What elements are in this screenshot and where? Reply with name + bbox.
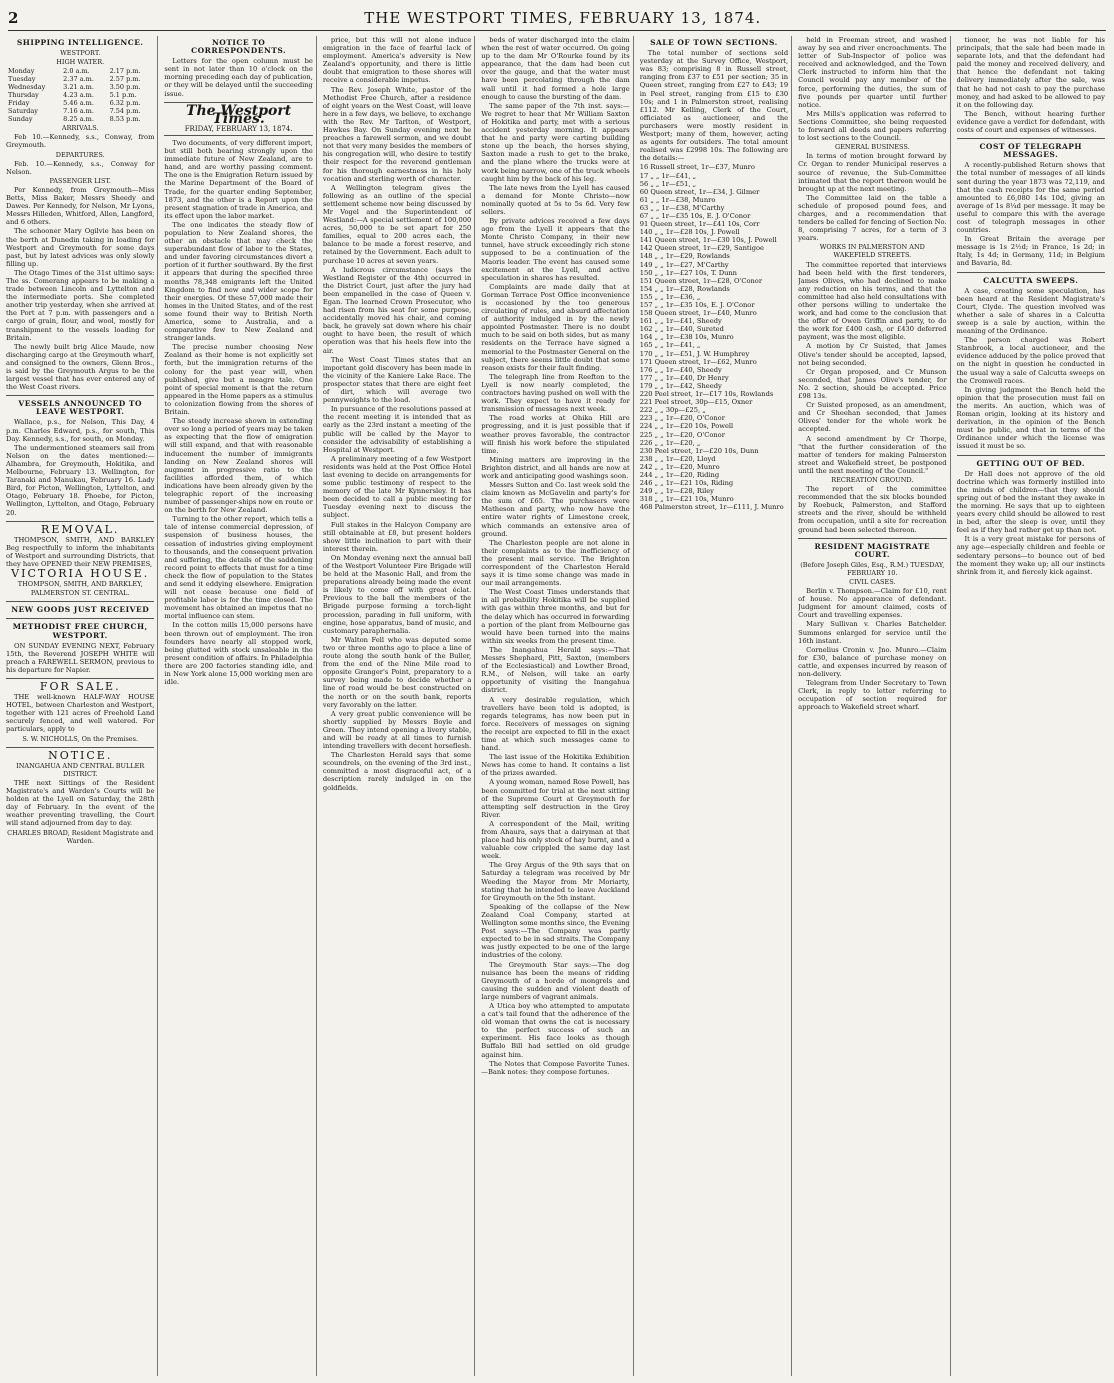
sale-item: 140 „ „ 1r—£28 10s, J. Powell [639, 228, 740, 237]
tide-cell: 2.37 a.m. [63, 75, 94, 84]
tide-row [6, 75, 154, 83]
sale-item: 220 Peel street, 1r—£17 10s, Rowlands [639, 390, 774, 399]
sale-item: 238 „ „ 1r—£20, Lloyd [639, 454, 716, 463]
divider [957, 455, 1105, 456]
column-6 [798, 36, 950, 1376]
shipping-para-2: The Otago Times of the 31st ultimo says: The ss. Comerang appears to be making a trade between Lincoln and Lyttelton and the intermediate ports. She completed another trip yesterday, when she arrived at the Port at 7 p.m. with passengers and a cargo of grain, flour, and wool, mostly for transhipment to the vessels loading for Britain. [6, 268, 155, 342]
arrivals-head: ARRIVALS. [61, 124, 99, 133]
sale-item: 56 „ „ 1r—£51, „ [639, 179, 697, 188]
sale-item: 170 „ „ 1r—£51, J. W. Humphrey [639, 349, 750, 358]
editorial-dateline: FRIDAY, FEBRUARY 13, 1874. [164, 125, 312, 136]
telegraph-title: COST OF TELEGRAPH MESSAGES. [979, 142, 1083, 160]
tide-cell: 2.17 p.m. [109, 67, 141, 76]
tide-cell: 5.46 a.m. [63, 99, 94, 108]
sale-item: 67 „ „ 1r—£35 10s, E. J. O'Conor [639, 211, 751, 220]
court-p10: Berlin v. Thompson.—Claim for £10, rent of house. No appearance of defendant. Judgment for amount claimed, costs of Court and travelling expenses. [798, 587, 947, 620]
sale-item: 249 „ „ 1r—£28, Riley [639, 487, 714, 496]
col4-p21: The Notes that Compose Favorite Tunes.—Bank notes: they compose fortunes. [481, 1059, 630, 1076]
forsale-sign: S. W. NICHOLLS, On the Premises. [22, 734, 139, 743]
sale-item: 171 Queen street, 1r—£62, Munro [639, 357, 757, 366]
church-title: METHODIST FREE CHURCH, WESTPORT. [12, 622, 148, 640]
tide-row [6, 91, 154, 99]
divider [6, 747, 154, 748]
editorial-p2: The one indicates the steady flow of population to New Zealand shores, the other an obstacle that may check the superabundant flow of labor to the States, and under favoring circumstances divert a portion of it further southward. By the first it appears that during the specified three months 78,348 emigrants left the United Kingdom to find new and wider scope for their energies. Of these 57,000 made their homes in the United States, and of the rest some found their way to British North America, some to Australia, and a comparative few to New Zealand and stranger lands. [164, 220, 313, 343]
court-p11: Mary Sullivan v. Charles Batchelder. Summons enlarged for service until the 16th instant. [798, 620, 947, 645]
sale-item: 150 „ „ 1r—£27 10s, T. Dunn [639, 268, 737, 277]
sale-intro: The total number of sections sold yesterday at the Survey Office, Westport, was 83; comprising 8 in Russell street, ranging from £37 to £51 per section; 35 in Queen street, ranging from £27 to £43; 19 in Peel street, ranging from £15 to £30 10s; and 1 in Palmerston street, realising £112. Mr Kelling, Clerk of the Court, officiated as auctioneer, and the purchasers were mostly resident in Westport; many of them, however, acting as agents for outsiders. The total amount realised was £2998 10s. The following are the details:— [639, 49, 789, 163]
col3-p9: On Monday evening next the annual ball of the Westport Volunteer Fire Brigade will be held at the Masonic Hall, and from the preparations already being made the event is likely to come off with great éclat. Previous to the ball the members of the Brigade purpose forming a torch-light procession, parading in full uniform, with engine, hose apparatus, band of music, and customary paraphernalia. [322, 553, 472, 635]
firm-name: THOMPSON, SMITH, AND BARKLEY, [17, 580, 143, 589]
column-5 [640, 36, 792, 1376]
column-2 [164, 36, 316, 1376]
tide-row [6, 83, 154, 91]
sale-item: 468 Palmerston street, 1r—£111, J. Munro [639, 503, 784, 512]
page-header [8, 6, 1106, 31]
sale-item: 91 Queen street, 1r—£41 10s, Corr [639, 220, 760, 229]
col4-p1: beds of water discharged into the claim when the rest of water occurred. On going up to the dam Mr O'Rourke found by its appearance, that the dam had been cut over the gauge, and that the water must have been percolating through the dam wall until it had formed a hole large enough to cause the bursting of the dam. [481, 36, 630, 101]
tide-row [6, 99, 154, 107]
editorial-p3: The precise number choosing New Zealand as their home is not explicitly set forth, but the immigration returns of the colony for the past year will, when published, give but a meagre tale. One point of special moment is that the return appeared in the Home papers as a stimulus to colonization flowing from the shores of Britain. [164, 343, 313, 417]
column-3 [323, 36, 475, 1376]
sale-item: 225 „ „ 1r—£20, O'Conor [639, 430, 725, 439]
sale-item: 221 Peel street, 30p—£15, Oxner [639, 398, 753, 407]
col3-p5: The West Coast Times states that an important gold discovery has been made in the vicinity of the Kaniere Lake Race. The prospector states that there are eight feet of dirt, which will average two pennyweights to the load. [322, 355, 472, 405]
council-p1: Mrs Mills's application was referred to Sections Committee, she being requested to forward all deeds and papers referring to lost sections to the Council. [798, 109, 947, 143]
editorial-p4: The steady increase shown in extending over so long a period of years may be taken as expecting that the flow of emigration will still expand, and that with reasonable inducement the number of immigrants landing on New Zealand shores will augment in progressive ratio to the facilities afforded them, of which indications have been already given by the telegraphic report of the increasing number of passenger-ships now en route or on the berth for New Zealand. [164, 417, 313, 515]
tide-cell: 8.53 p.m. [109, 115, 141, 124]
firm-address: PALMERSTON ST. CENTRAL. [30, 589, 130, 598]
correspondents-title: NOTICE TO CORRESPONDENTS. [191, 38, 287, 56]
sale-item: 223 „ „ 1r—£20, O'Conor [639, 414, 725, 423]
sale-item: 142 Queen street, 1r—£29, Santigoe [639, 244, 765, 253]
divider [6, 395, 154, 396]
col4-p17: The Grey Argus of the 9th says that on Saturday a telegram was received by Mr Weeding the Mayor from Mr Moriarty, stating that he intended to leave Auckland for Greymouth on the 5th instant. [481, 861, 630, 902]
divider [957, 138, 1105, 139]
forsale-text: THE well-known HALF-WAY HOUSE HOTEL, between Charleston and Westport, together with 121 acres of Freehold Land securely fenced, and well watered. For particulars, apply to [6, 693, 155, 734]
sale-item: 224 „ „ 1r—£20 10s, Powell [639, 422, 734, 431]
tide-cell: 4.23 a.m. [63, 91, 94, 100]
sale-item: 16 Russell street, 1r—£37, Munro [639, 163, 755, 172]
col3-p6: In pursuance of the resolutions passed at the recent meeting it is intended that as early as the 23rd instant a meeting of the public will be called by the Mayor to consider the advisability of establishing a Hospital at Westport. [322, 405, 472, 454]
col3-p11: A very great public convenience will be shortly supplied by Messrs Boyle and Green. They intend opening a livery stable, and will be ready at all times to furnish intending travellers with decent horseflesh. [322, 709, 472, 751]
new-goods: NEW GOODS JUST RECEIVED [11, 605, 150, 615]
col4-p12: The Inangahua Herald says:—That Messrs Shephard, Pitt, Saxton, (members of the Ecclesiastical) and Lowther Broad, R.M., of Nelson, will take an early opportunity of visiting the Inangahua district. [481, 645, 630, 695]
arrivals-text: Feb 10.—Kennedy, s.s., Conway, from Greymouth. [6, 133, 155, 150]
col7-p2: The Bench, without hearing further evidence gave a verdict for defendant, with costs of court and expenses of witnesses. [956, 109, 1105, 135]
col7-p4: In Great Britain the average per message is 1s 2½d; in France, 1s 2d; in Italy, 1s 4d; in Germany, 11d; in Belgium and Bavaria, 8d. [956, 235, 1105, 268]
col7-p3: A recently-published Return shows that the total number of messages of all kinds sent during the year 1873 was 72,119, and that the cash receipts for the same period amounted to £6,080 14s 10d, giving an average of 1s 8¼d per message. It may be useful to compare this with the average cost of telegraph messages in other countries. [956, 161, 1105, 235]
sales-list [640, 163, 788, 511]
divider [798, 538, 946, 539]
divider [6, 618, 154, 619]
tide-cell: Thursday [8, 91, 39, 100]
col4-p19: The Greymouth Star says:—The dog nuisance has been the means of ridding Greymouth of a horde of mongrels and causing the sudden and violent death of large numbers of vagrant animals. [481, 960, 630, 1001]
notice-text: THE next Sittings of the Resident Magistrate's and Warden's Courts will be holden at the Lyell on Saturday, the 28th day of February. In the event of the weather preventing travelling, the Court will stand adjourned from day to day. [6, 778, 155, 828]
col7-p5: A case, creating some speculation, has been heard at the Resident Magistrate's Court, Clyde. The question involved was whether a sale of shares in a Calcutta sweep is a sale by auction, within the meaning of the Ordinance. [956, 286, 1105, 336]
col3-p3: A Wellington telegram gives the following as an outline of the special settlement scheme now being discussed by Mr Vogel and the Superintendent of Westland:—A special settlement of 100,000 acres, 50,000 to be set apart for 250 families, equal to 200 acres each, the balance to be made a forest reserve, and retained by the Government. Each adult to purchase 10 acres at seven years. [322, 183, 472, 265]
col4-p9: Messrs Sutton and Co. last week sold the claim known as McGavelin and party's for the sum of £65. The purchasers were Matheson and party, who now have the entire water rights of Limestone creek, which commands an extensive area of ground. [481, 481, 630, 538]
col3-p8: Full stakes in the Halcyon Company are still obtainable at £8, but present holders show little inclination to part with their interest therein. [322, 520, 472, 553]
works-head: WORKS IN PALMERSTON AND WAKEFIELD STREETS. [819, 243, 925, 260]
tide-cell: 7.54 p.m. [109, 107, 141, 116]
sale-item: 162 „ „ 1r—£40, Sureted [639, 325, 724, 334]
page-number: 2 [8, 9, 20, 27]
church-text: ON SUNDAY EVENING NEXT, February 15th, the Reverend JOSEPH WHITE will preach a FAREWELL SERMON, previous to his departure for Napier. [6, 641, 155, 674]
col3-p10: Mr Walton Fell who was deputed some two or three months ago to place a line of route along the south bank of the Buller, from the end of the Nine Mile road to opposite Granger's Point, preparatory to a survey being made to decide whether a line of road would be best constructed on the north or on the south bank, reports very favorably on the latter. [322, 635, 472, 709]
tide-cell: 6.32 p.m. [109, 99, 141, 108]
shipping-para-3: The newly built brig Alice Maude, now discharging cargo at the Greymouth wharf, and consigned to the owners, Glenn Bros., is said by the Greymouth Argus to be the largest vessel that has ever entered any of the West Coast rivers. [6, 342, 155, 392]
vessels-text: Wallace, p.s., for Nelson, This Day, 4 p.m. Charles Edward, p.s., for south, This Day. Kennedy, s.s., for south, on Monday. [6, 418, 155, 443]
col4-p13: A very desirable regulation, which travellers have been told is adopted, is regards telegrams, has now been put in force. Receivers of messages on signing the receipt are expected to fill in the exact time at which such messages came to hand. [481, 695, 630, 753]
sale-item: 158 Queen street, 1r—£40, Munro [639, 309, 757, 318]
col4-p3: The late news from the Lyell has caused a demand for Monte Christo—now nominally quoted at 5s to 5s 6d. Very few sellers. [481, 183, 630, 216]
tide-cell: 7.16 a.m. [63, 107, 94, 116]
editorial-p6: In the cotton mills 15,000 persons have been thrown out of employment. The iron founders have nearly all stopped work, being glutted with stock unsaleable in the present condition of affairs. In Philadelphia there are 200 factories standing idle, and in New York alone 15,000 working men are idle. [164, 621, 313, 687]
correspondents-text: Letters for the open column must be sent in not later than 10 o'clock on the morning preceding each day of publication, or they will be delayed until the succeeding issue. [164, 57, 313, 98]
council-p8: A second amendment by Cr Thorpe, "that the further consideration of the matter of tenders for making Palmerston street and Wakefield street, be postponed until the next meeting of the Council." [798, 434, 947, 475]
tide-row [6, 107, 154, 115]
tide-cell: Monday [8, 67, 35, 76]
col4-p5: Complaints are made daily that at Gorman Terrace Post Office inconvenience is occasioned by the too generous circulating of rules, and absurd affectation of authority indulged in by the newly appointed Postmaster. There is no doubt much to be said on both sides, but as many residents on the Terrace have signed a memorial to the Postmaster General on the subject, there seems little doubt that some reason exists for their fault finding. [481, 282, 630, 372]
departures-text: Feb. 10.—Kennedy, s.s., Conway for Nelson. [6, 159, 155, 176]
sale-item: 164 „ „ 1r—£38 10s, Munro [639, 333, 734, 342]
tide-cell: 8.25 a.m. [63, 115, 94, 124]
tide-cell: 5.1 p.m. [109, 91, 137, 100]
col7-p1: tioneer, he was not liable for his principals, that the sale had been made in separate lots, and that the defendant had paid the money and received delivery, and that hence the defendant not taking delivery immediately after the sale, was that he had not cash to pay the purchase money, and had asked to be allowed to pay it on the following day. [956, 36, 1105, 109]
council-p5: A motion by Cr Suisted, that James Olive's tender should be accepted, lapsed, not being seconded. [798, 342, 947, 367]
sale-title: SALE OF TOWN SECTIONS. [650, 38, 778, 47]
council-p7: Cr Suisted proposed, as an amendment, and Cr Sheehan seconded, that James Olives' tender for the whole work be accepted. [798, 401, 947, 434]
tide-row [6, 67, 154, 75]
tide-cell: 2.57 p.m. [109, 75, 141, 84]
sale-item: 151 Queen street, 1r—£28, O'Conor [639, 276, 763, 285]
tide-cell: 3.50 p.m. [109, 83, 141, 92]
sale-item: 179 „ „ 1r—£42, Sheedy [639, 381, 722, 390]
column-4 [481, 36, 633, 1376]
col7-p7: In giving judgment the Bench held the opinion that the prosecution must fail on the merits. An auction, which was of Roman origin, looking at its history and derivation, in the opinion of the Bench must be public, and that in terms of the Ordinance under which the license was issued it must be so. [956, 385, 1105, 451]
steamers-text: The undermentioned steamers sail from Nelson on the dates mentioned:— Alhambra, for Greymouth, Hokitika, and Melbourne, February 13. Wellington, for Taranaki and Manukau, February 16. Lady Bird, for Picton, Wellington, Lyttelton, and Otago, February 18. Phoebe, for Picton, Wellington, Lyttelton, and Otago, February 20. [6, 443, 155, 517]
col3-p12: The Charleston Herald says that some scoundrels, on the evening of the 3rd inst., committed a most disgraceful act, of a description rarely indulged in on the goldfields. [322, 751, 472, 792]
col3-p4: A ludicrous circumstance (says the Westland Register of the 4th) occurred in the District Court, just after the jury had been empanelled in the case of Queen v. Egan. The learned Crown Prosecutor, who had risen from his seat for some purpose, accidentally moved his chair, and coming back, he gravely sat down where his chair ought to have been, the result of which operation was that his heels flew into the air. [322, 265, 472, 355]
col4-p8: Mining matters are improving in the Brighton district, and all hands are now at work and anticipating good washings soon. [481, 455, 630, 480]
notice-sub: INANGAHUA AND CENTRAL BULLER DISTRICT. [16, 761, 145, 778]
recreation-head: RECREATION GROUND. [831, 475, 914, 484]
col7-p8: Dr Hall does not approve of the old doctrine which was formerly instilled into the minds of children—that they should spring out of bed the instant they awake in the morning. He says that up to eighteen years every child should be allowed to rest in bed, after the sleep is over, until they feel as if they had rather get up than not. [956, 469, 1105, 535]
col4-p7: The road works at Ohika Hill are progressing, and it is just possible that if weather proves favorable, the contractor will finish his work before the stipulated time. [481, 414, 630, 455]
editorial-p1: Two documents, of very different import, but still both bearing strongly upon the immediate future of New Zealand, are to hand, and are worthy passing comment. The one is the Emigration Return issued by the Marine Department of the Board of Trade, for the quarter ending September, 1873, and the other is a Report upon the present stagnation of trade in America, and its effect upon the labor market. [164, 138, 313, 220]
divider [6, 521, 154, 522]
passenger-text: Per Kennedy, from Greymouth—Miss Betts, Miss Baker, Messrs Sheedy and Dawes. Per Kennedy, for Nelson, Mr Lyons, Messrs Hilleden, Whitford, Allen, Langford, and 6 others. [6, 185, 155, 227]
notice-sign: CHARLES BROAD, Resident Magistrate and Warden. [7, 828, 154, 845]
col3-p7: A preliminary meeting of a few Westport residents was held at the Post Office Hotel last evening to decide on arrangements for some public testimony of respect to the memory of the late Mr Kynnersley. It has been decided to call a public meeting for Tuesday evening next to discuss the subject. [322, 454, 472, 520]
council-p4: The committee reported that interviews had been held with the first tenderers, James Olives, who had declined to make any reduction on his terms, and that the committee had also held consultations with other persons willing to undertake the work, and had come to the conclusion that the offer of Owen Griffin and party, to do the work for £400 cash, or £430 deferred payment, was the most eligible. [798, 260, 947, 342]
departures-head: DEPARTURES. [55, 150, 105, 159]
col3-p2: The Rev. Joseph White, pastor of the Methodist Free Church, after a residence of eight years on the West Coast, will leave here in a few days, we believe, to exchange with the Rev. Mr Tarlton, of Westport, Hawkes Bay. On Sunday evening next he preaches a farewell sermon, and we doubt not that very many besides the members of his congregation will, who desire to testify their respect for the reverend gentleman for his thorough earnestness in his holy vocation and sterling worth of character. [322, 85, 472, 183]
sale-item: 318 „ „ 1r—£21 10s, Munro [639, 495, 734, 504]
vessels-title: VESSELS ANNOUNCED TO LEAVE WESTPORT. [18, 399, 143, 417]
tide-cell: Friday [8, 99, 30, 108]
sale-item: 17 „ „ 1r—£41, „ [639, 171, 697, 180]
rm-court-sub: (Before Joseph Giles, Esq., R.M.) TUESDAY, FEBRUARY 10. [800, 560, 945, 577]
column-7 [957, 36, 1108, 1376]
court-p12: Cornelius Cronin v. Jno. Munro.—Claim for £30, balance of purchase money on cattle, and expenses incurred by reason of non-delivery. [798, 645, 947, 679]
sale-item: 157 „ „ 1r—£35 10s, E. J. O'Conor [639, 301, 755, 309]
sale-item: 176 „ „ 1r—£40, Sheedy [639, 365, 722, 374]
sale-item: 61 „ „ 1r—£38, Munro [639, 195, 716, 204]
divider [6, 678, 154, 679]
passenger-head: PASSENGER LIST. [49, 176, 111, 185]
sale-item: 177 „ „ 1r—£40, Dr Henry [639, 373, 729, 382]
calcutta-title: CALCUTTA SWEEPS. [983, 275, 1079, 285]
removal-text: THOMPSON, SMITH, AND BARKLEY Beg respectfully to inform the inhabitants of Westport and surrounding Districts, that they have OPENED their NEW PREMISES, [6, 535, 155, 568]
sale-item: 226 „ „ 1r—£20, „ [639, 438, 701, 447]
col7-p6: The person charged was Robert Stanbrook, a local auctioneer, and the evidence adduced by the police proved that on the night in question he conducted in the usual way a sale of Calcutta sweeps on the Cromwell races. [956, 336, 1105, 385]
tide-row [6, 115, 154, 123]
shipping-sub: WESTPORT. [60, 49, 101, 58]
tide-cell: 2.0 a.m. [63, 67, 90, 76]
col4-p16: A correspondent of the Mail, writing from Ahaura, says that a dairyman at that place had his only stock of hay burnt, and a valuable cow crippled the same day last week. [481, 819, 630, 861]
tide-cell: Tuesday [8, 75, 36, 84]
divider [6, 601, 154, 602]
sale-item: 154 „ „ 1r—£28, Rowlands [639, 284, 730, 293]
col7-p9: It is a very great mistake for persons of any age—especially children and feeble or sedentary persons—to bounce out of bed the moment they wake up; all our instincts shrink from it, and fiercely kick against. [956, 535, 1105, 576]
col4-p18: Speaking of the collapse of the New Zealand Coal Company, started at Wellington some months since, the Evening Post says:—The Company was partly expected to be in sad straits. The Company was justly expected to be one of the large industries of the colony. [481, 902, 630, 960]
divider [957, 272, 1105, 273]
council-p2: In terms of motion brought forward by Cr. Organ to render Municipal reserves a source of revenue, the Sub-Committee intimated that the report thereon would be brought up at the next meeting. [798, 152, 947, 193]
council-intro: held in Freeman street, and washed away by sea and river encroachments. The letter of Sub-Inspector of police was received and acknowledged, and the Town Clerk instructed to inform him that the Council would pay any member of the force, performing the duties, the sum of five pounds per quarter until further notice. [798, 36, 947, 109]
forsale-title: FOR SALE. [39, 680, 121, 693]
col4-p6: The telegraph line from Reefton to the Lyell is now nearly completed, the contractors having pushed on well with the work. They expect to have it ready for transmission of messages next week. [481, 372, 630, 414]
council-p9: The report of the committee recommended that the six blocks bounded by Roebuck, Palmerston, and Stafford streets and the river, should be withheld from occupation, until a site for recreation ground had been selected thereon. [798, 485, 947, 534]
tide-cell: 3.21 a.m. [63, 83, 94, 92]
tide-cell: Sunday [8, 115, 33, 124]
sale-item: 165 „ „ 1r—£41, „ [639, 341, 701, 350]
column-1 [6, 36, 158, 1376]
col3-p1: price, but this will not alone induce emigration in the face of fearful lack of employment. America's adversity is New Zealand's opportunity, and there is little doubt that emigration to these shores will receive a considerable impetus. [322, 36, 472, 85]
removal-title: REMOVAL. [41, 522, 120, 536]
col4-p15: A young woman, named Rose Powell, has been committed for trial at the next sitting of the Supreme Court at Greymouth for attempting self destruction in the Grey River. [481, 778, 630, 819]
sale-item: 244 „ „ 1r—£20, Riding [639, 470, 720, 479]
sale-item: 148 „ „ 1r—£29, Rowlands [639, 252, 730, 261]
col4-p11: The West Coast Times understands that in all probability Hokitika will be supplied with gas within three months, and but for the delay which has occurred in forwarding a portion of the plant from Melbourne gas would have been turned into the mains within six weeks from the present time. [481, 588, 630, 645]
sale-item: 155 „ „ 1r—£36, „ [639, 292, 701, 301]
col4-p2: The same paper of the 7th inst. says:—We regret to hear that Mr William Saxton of Hokitika and party, met with a serious accident yesterday morning. It appears that he and party were carting building stone up the beach, the horses shying, Saxton made a rush to get to the brake, and the plane where the trucks were at work being narrow, one of the truck wheels caught him by the back of his leg. [481, 101, 630, 183]
running-masthead: THE WESTPORT TIMES, FEBRUARY 13, 1874. [364, 9, 762, 27]
tide-table [6, 67, 154, 123]
rm-court-title: RESIDENT MAGISTRATE COURT. [814, 541, 931, 559]
columns [6, 36, 1108, 1376]
col4-p10: The Charleston people are not alone in their complaints as to the inefficiency of the present mail service. The Brighton correspondent of the Charleston Herald says it is time some change was made in our mail arrangements. [481, 538, 630, 588]
col4-p20: A Utica boy who attempted to amputate a cat's tail found that the adherence of the old woman that owns the cat is necessary to the perfect success of such an experiment. His face looks as though Buffalo Bill had settled on old grudge against him. [481, 1001, 630, 1059]
sale-item: 242 „ „ 1r—£20, Munro [639, 462, 720, 471]
sale-item: 149 „ „ 1r—£27, M'Carthy [639, 260, 729, 269]
sale-item: 63 „ „ 1r—£38, M'Carthy [639, 203, 725, 212]
sale-item: 161 „ „ 1r—£41, Sheedy [639, 317, 722, 326]
col4-p4: By private advices received a few days ago from the Lyell it appears that the Monte Christo Company, in their new tunnel, have struck exceedingly rich stone supposed to be a continuation of the Maoris leader. The event has caused some excitement at the Lyell, and active speculation in shares has resulted. [481, 217, 630, 282]
editorial-masthead: The Westport Times. [186, 102, 292, 127]
court-p13: Telegram from Under Secretary to Town Clerk, in reply to letter referring to occupation of section required for approach to Wakefield street wharf. [798, 679, 947, 712]
victoria-house: VICTORIA HOUSE. [11, 567, 150, 581]
sale-item: 230 Peel street, 1r—£20 10s, Dunn [639, 446, 759, 455]
council-p3: The Committee laid on the table a schedule of proposed pound fees, and charges, and a recommendation that tenders be called for fencing of Section No. 8, comprising 7 acres, for a term of 3 years. [798, 193, 947, 243]
sale-item: 246 „ „ 1r—£21 10s, Riding [639, 479, 734, 488]
col4-p14: The last issue of the Hokitika Exhibition News has come to hand. It contains a list of the prizes awarded. [481, 753, 630, 778]
general-business-head: GENERAL BUSINESS. [834, 143, 910, 152]
tide-cell: Saturday [8, 107, 38, 116]
tide-title: HIGH WATER. [56, 58, 105, 67]
tide-cell: Wednesday [8, 83, 46, 92]
council-p6: Cr Organ proposed, and Cr Munson seconded, that James Olive's tender, for No. 2 section, should be accepted. Price £98 13s. [798, 367, 947, 401]
editorial-p5: Turning to the other report, which tells a tale of intense commercial depression, of suspension of business houses, the cessation of industries giving employment to thousands, and the consequent privation and suffering, the details of the saddening record point to effects that must for a time check the flow of population to the States and send it eddying elsewhere. Emigration will not cease because one field of profitable labor is for the time closed. The movement has obtained an impetus that no mortal influence can stem. [164, 515, 313, 621]
sale-item: 141 Queen street, 1r—£30 10s, J. Powell [639, 236, 777, 245]
notice-title: NOTICE. [48, 748, 113, 762]
shipping-para-1: The schooner Mary Ogilvie has been on the berth at Dunedin taking in loading for Westport and Greymouth for some days past, but by latest advices was only slowly filling up. [6, 227, 155, 268]
sale-item: 222 „ „ 30p—£25, „ [639, 406, 706, 415]
civil-cases-head: CIVIL CASES. [849, 578, 896, 586]
getting-out-title: GETTING OUT OF BED. [976, 458, 1086, 468]
sale-item: 60 Queen street, 1r—£34, J. Gilmer [639, 187, 760, 196]
shipping-title: SHIPPING INTELLIGENCE. [16, 38, 144, 47]
